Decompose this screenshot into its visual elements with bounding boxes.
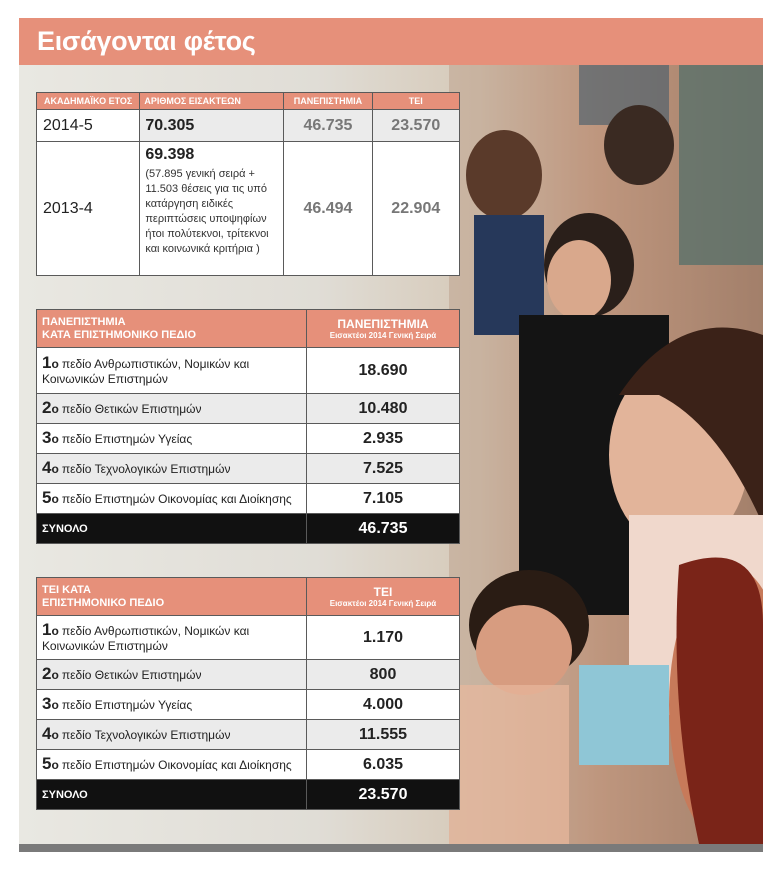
tei-header-right [307,578,460,616]
title-banner [19,18,763,65]
page-title: Εισάγονται φέτος [37,26,256,56]
total-row [37,780,460,810]
total-cell: 70.305 [140,110,284,142]
field-row [37,454,460,484]
uni-cell: 46.735 [284,110,372,142]
field-row [37,616,460,660]
field-row [37,394,460,424]
field-label [37,660,307,690]
field-number: 2 [42,664,52,683]
bottom-rule [19,844,763,852]
field-ordinal: ο [51,356,59,371]
field-ordinal: ο [51,728,59,742]
field-number: 3 [42,428,52,447]
header-line: ΠΑΝΕΠΙΣΤΗΜΙΑ [337,317,429,331]
total-value: 46.735 [307,514,460,544]
field-text: πεδίο Τεχνολογικών Επιστημών [61,728,231,742]
universities-header-right [307,310,460,348]
total-row [37,514,460,544]
field-number: 4 [42,724,52,743]
field-ordinal: ο [51,758,59,772]
field-row [37,484,460,514]
col-header-tei: ΤΕΙ [372,93,459,110]
header-subline: Εισακτέοι 2014 Γενική Σειρά [329,599,437,608]
field-label [37,424,307,454]
field-label [37,484,307,514]
summary-row [37,110,460,142]
total-note: (57.895 γενική σειρά + 11.503 θέσεις για τις υπό κατάργηση ειδικές περιπτώσεις υποψηφίων ήτοι πολύτεκνοι, τρίτεκνοι και κοινωνικά κριτήρια ) [145,168,269,255]
background-photo [19,65,763,844]
field-text: πεδίο Τεχνολογικών Επιστημών [61,462,231,476]
field-ordinal: ο [51,623,59,638]
field-number: 4 [42,458,52,477]
field-ordinal: ο [51,432,59,446]
field-number: 1 [42,352,52,372]
summary-table [36,92,460,276]
field-text: πεδίο Επιστημών Οικονομίας και Διοίκησης [61,492,292,506]
field-ordinal: ο [51,402,59,416]
field-ordinal: ο [51,668,59,682]
field-label [37,616,307,660]
tei-cell: 23.570 [372,110,459,142]
col-header-year: ΑΚΑΔΗΜΑΪΚΟ ΕΤΟΣ [37,93,140,110]
universities-table [36,309,460,544]
field-label [37,454,307,484]
total-label: ΣΥΝΟΛΟ [37,514,307,544]
field-row [37,660,460,690]
year-cell: 2013-4 [37,142,140,276]
summary-row [37,142,460,276]
field-row [37,750,460,780]
field-text: πεδίο Θετικών Επιστημών [61,402,202,416]
field-text: πεδίο Επιστημών Υγείας [61,432,193,446]
field-label [37,394,307,424]
field-text: πεδίο Ανθρωπιστικών, Νομικών και Κοινωνικών Επιστημών [42,623,250,653]
field-label [37,750,307,780]
header-line: ΤΕΙ [373,585,393,599]
field-value: 6.035 [307,750,460,780]
field-text: πεδίο Ανθρωπιστικών, Νομικών και Κοινωνικών Επιστημών [42,356,250,386]
universities-header-row [37,310,460,348]
tei-table [36,577,460,810]
field-value: 18.690 [307,348,460,394]
total-value: 23.570 [307,780,460,810]
field-number: 3 [42,694,52,713]
field-value: 4.000 [307,690,460,720]
field-text: πεδίο Επιστημών Υγείας [61,698,193,712]
field-row [37,720,460,750]
field-ordinal: ο [51,462,59,476]
summary-header-row [37,93,460,110]
field-text: πεδίο Θετικών Επιστημών [61,668,202,682]
field-value: 7.525 [307,454,460,484]
tei-header-left [37,578,307,616]
tei-cell: 22.904 [372,142,459,276]
field-value: 7.105 [307,484,460,514]
field-row [37,348,460,394]
total-label: ΣΥΝΟΛΟ [37,780,307,810]
field-row [37,690,460,720]
tei-header-row [37,578,460,616]
field-text: πεδίο Επιστημών Οικονομίας και Διοίκησης [61,758,292,772]
field-ordinal: ο [51,698,59,712]
col-header-universities: ΠΑΝΕΠΙΣΤΗΜΙΑ [284,93,372,110]
header-line: ΚΑΤΑ ΕΠΙΣΤΗΜΟΝΙΚΟ ΠΕΔΙΟ [42,328,197,341]
col-header-admitted: ΑΡΙΘΜΟΣ ΕΙΣΑΚΤΕΩΝ [140,93,284,110]
field-number: 2 [42,398,52,417]
field-value: 11.555 [307,720,460,750]
header-subline: Εισακτέοι 2014 Γενική Σειρά [329,331,437,340]
header-line: ΤΕΙ ΚΑΤΑ [42,583,91,596]
infographic-frame [19,18,763,852]
year-cell: 2014-5 [37,110,140,142]
field-row [37,424,460,454]
header-line: ΠΑΝΕΠΙΣΤΗΜΙΑ [42,315,126,328]
total-value: 69.398 [145,146,195,163]
field-label [37,690,307,720]
field-number: 1 [42,619,52,639]
field-label [37,720,307,750]
uni-cell: 46.494 [284,142,372,276]
field-value: 2.935 [307,424,460,454]
field-value: 10.480 [307,394,460,424]
field-label [37,348,307,394]
header-line: ΕΠΙΣΤΗΜΟΝΙΚΟ ΠΕΔΙΟ [42,596,165,609]
field-ordinal: ο [51,492,59,506]
field-number: 5 [42,754,52,773]
field-number: 5 [42,488,52,507]
total-note-cell [140,142,284,276]
field-value: 800 [307,660,460,690]
field-value: 1.170 [307,616,460,660]
universities-header-left [37,310,307,348]
